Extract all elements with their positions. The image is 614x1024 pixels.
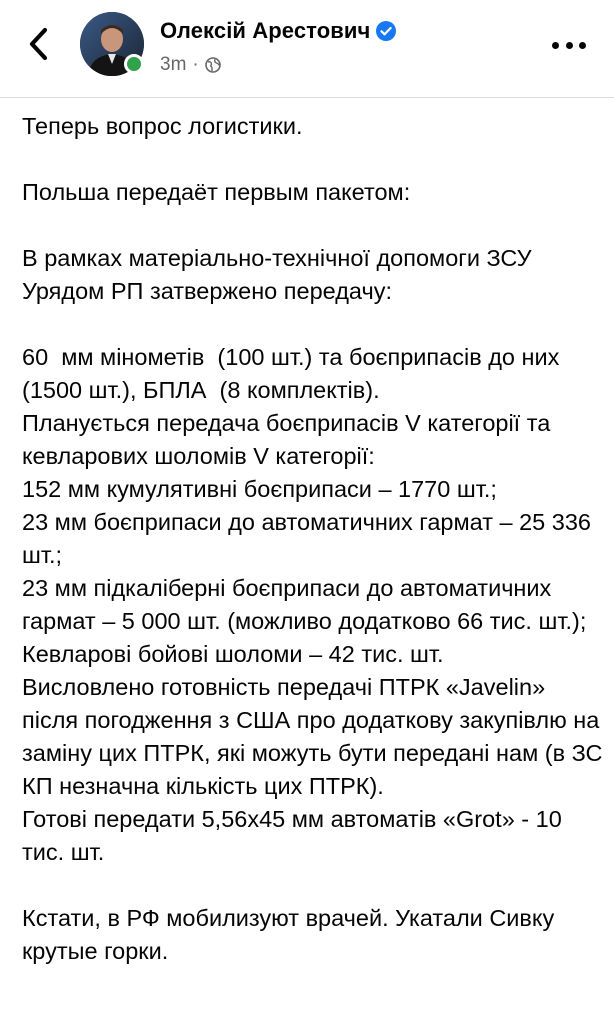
verified-badge-icon	[376, 21, 396, 41]
back-button[interactable]	[22, 24, 54, 64]
more-options-button[interactable]	[552, 30, 586, 60]
post-paragraph: Кстати, в РФ мобилизуют врачей. Укатали Сивку крутые горки.	[22, 905, 561, 964]
post-header	[0, 0, 614, 98]
more-options-icon	[579, 42, 586, 49]
post-meta	[160, 54, 396, 76]
chevron-left-icon	[27, 27, 49, 61]
paragraph-spacer	[22, 143, 606, 176]
author-info	[160, 18, 396, 76]
online-status-dot	[124, 54, 144, 74]
post-timestamp[interactable]: 3m	[160, 54, 187, 75]
author-name[interactable]: Олексій Арестович	[160, 18, 371, 43]
more-options-icon	[566, 42, 573, 49]
author-avatar[interactable]	[80, 12, 144, 76]
post-paragraph: 60 мм мінометів (100 шт.) та боєприпасів до них (1500 шт.), БПЛА (8 комплектів). Планується передача боєприпасів V категорії та кевларових шоломів V категорії: 152 мм кумулятивні боєприпаси – 1770 шт.; 23 мм боєприпаси до автоматичних гармат – 25 336 шт.; 23 мм підкаліберні боєприпаси до автоматичних гармат – 5 000 шт. (можливо додатково 66 тис. шт.); Кевларові бойові шоломи – 42 тис. шт. Висловлено готовність передачі ПТРК «Javelin» після погодження з США про додаткову закупівлю на заміну цих ПТРК, які можуть бути передані нам (в ЗС КП незначна кількість цих ПТРК). Готові передати 5,56х45 мм автоматів «Grot» - 10 тис. шт.	[22, 344, 603, 865]
paragraph-spacer	[22, 308, 606, 341]
post-paragraph: В рамках матеріально-технічної допомоги ЗСУ Урядом РП затвержено передачу:	[22, 245, 539, 304]
post-paragraph: Польша передаёт первым пакетом:	[22, 179, 411, 205]
post-text	[22, 110, 606, 968]
meta-separator: ·	[192, 54, 199, 75]
globe-icon	[205, 57, 221, 73]
paragraph-spacer	[22, 869, 606, 902]
paragraph-spacer	[22, 209, 606, 242]
more-options-icon	[552, 42, 559, 49]
post-paragraph: Теперь вопрос логистики.	[22, 113, 303, 139]
